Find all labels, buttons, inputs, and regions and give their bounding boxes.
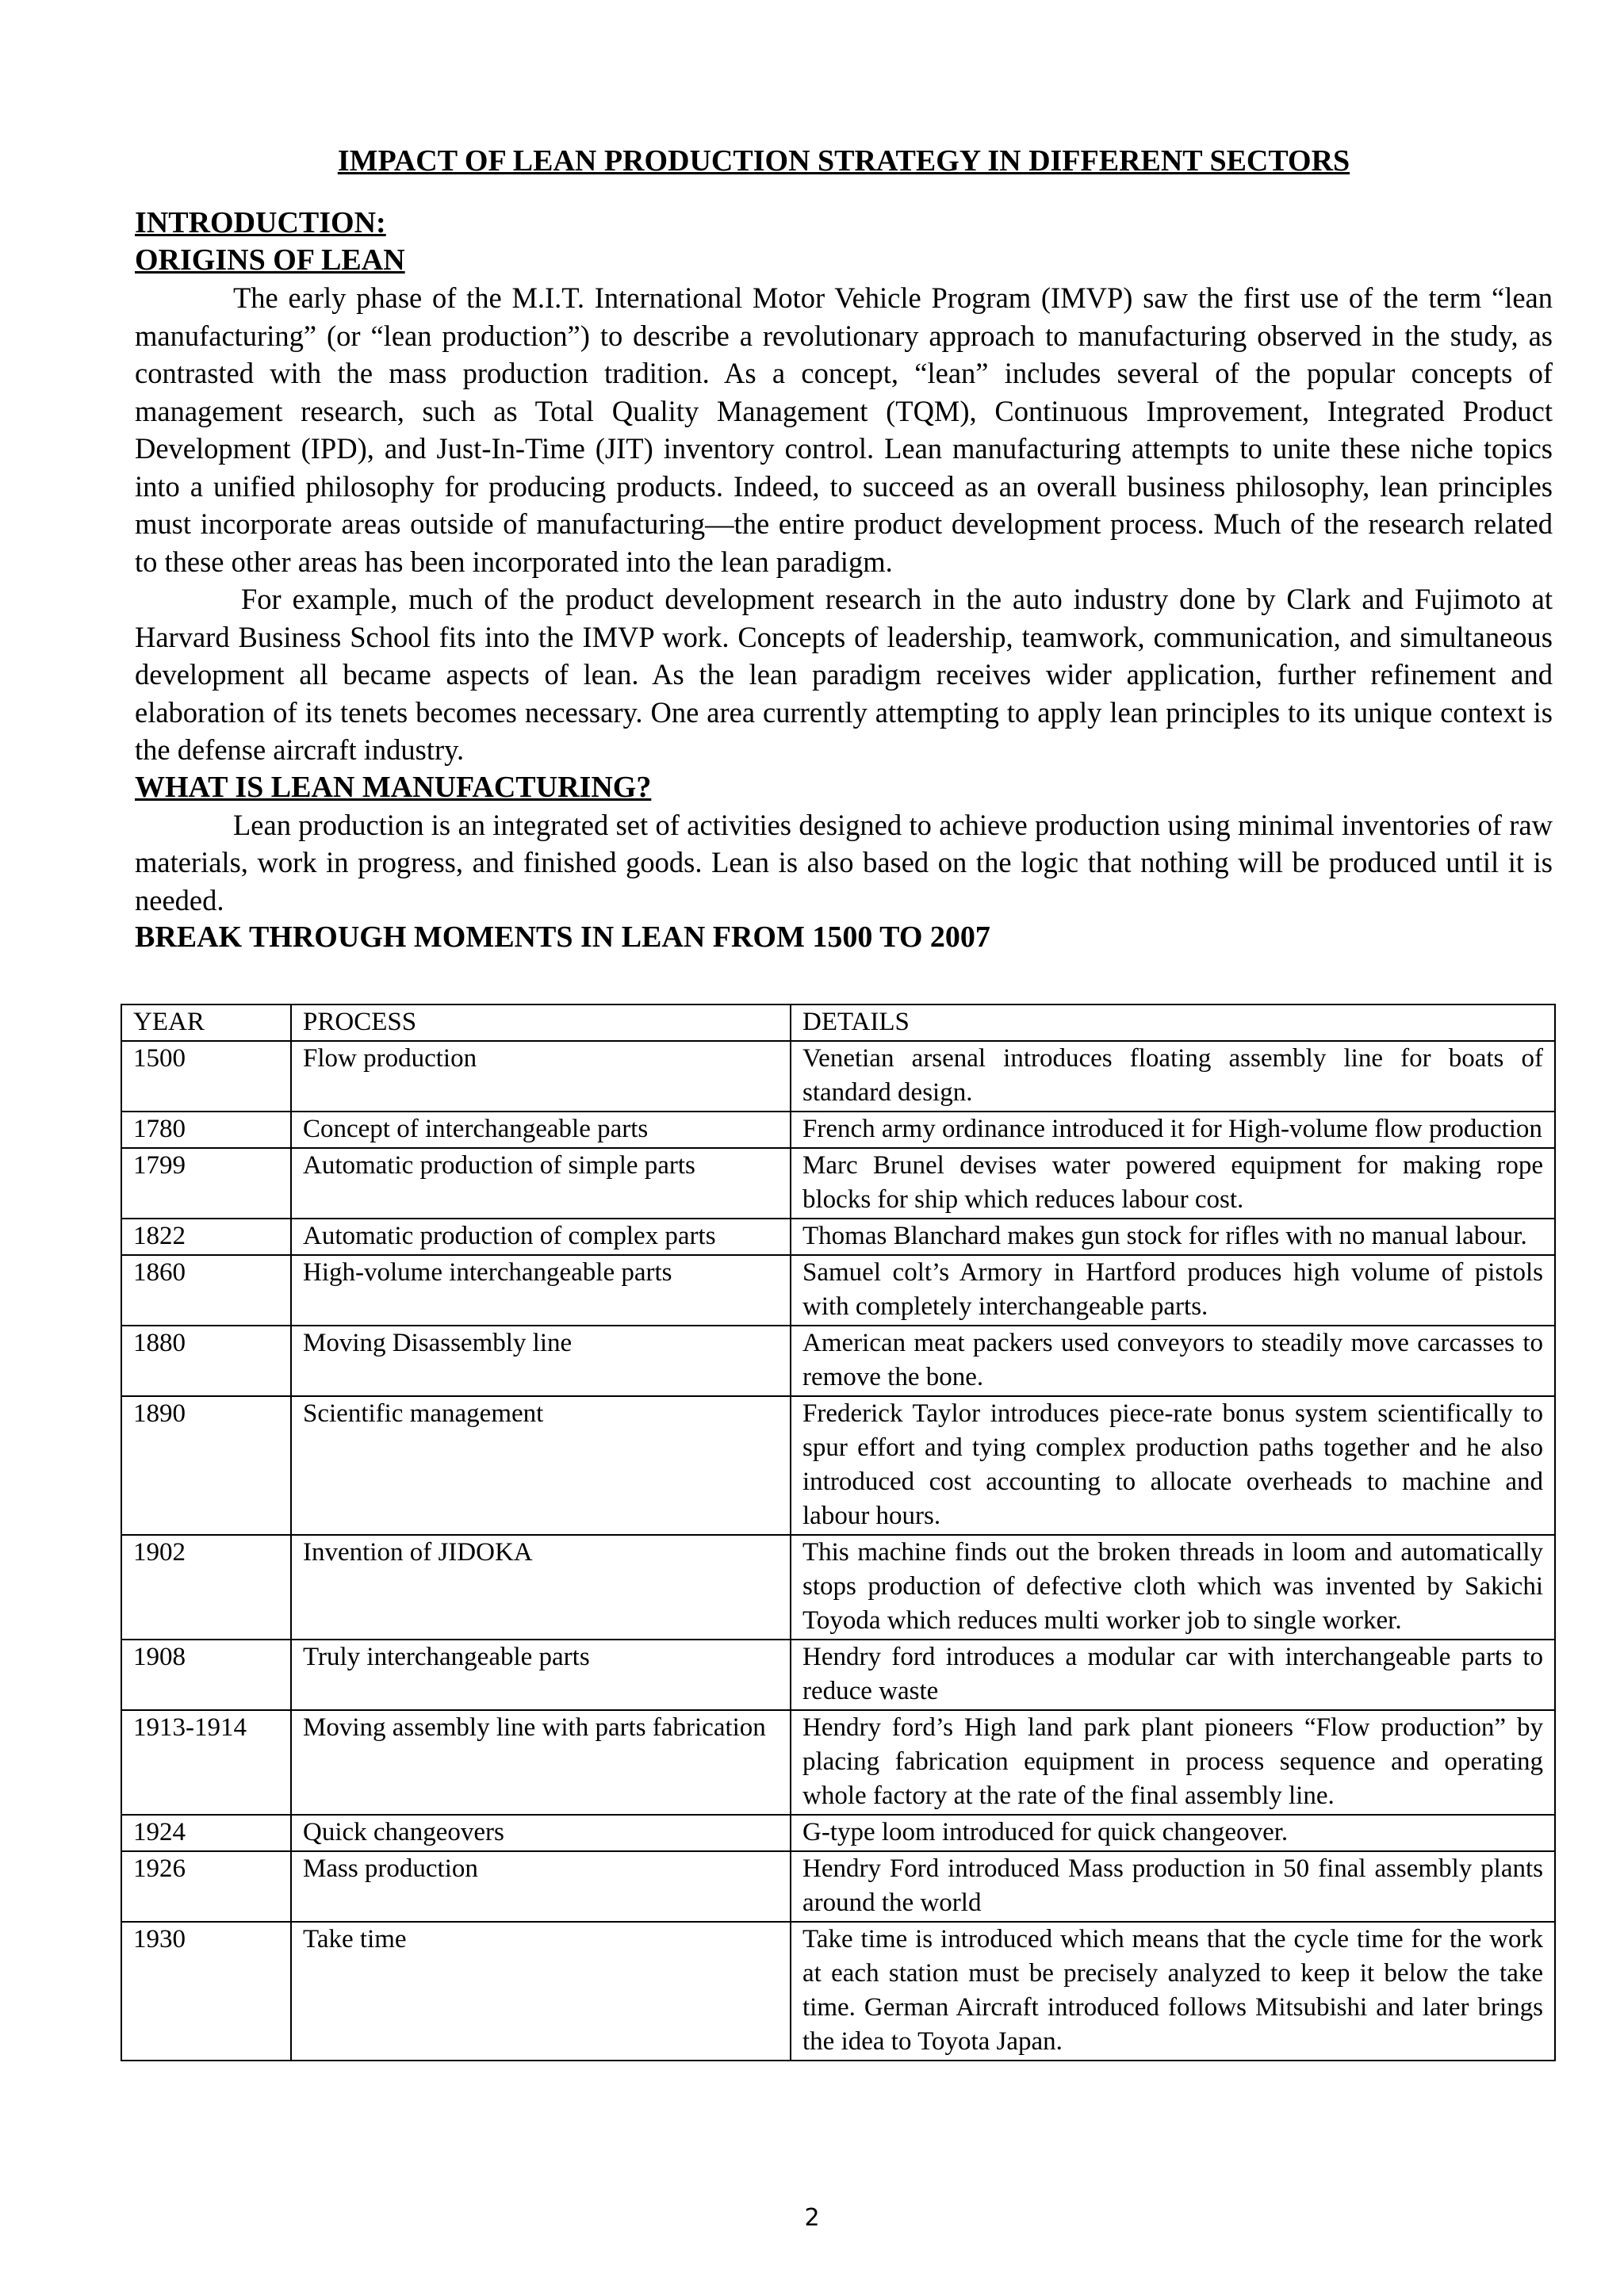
table-row (121, 1851, 1555, 1922)
cell-process: Automatic production of complex parts (291, 1219, 791, 1255)
cell-year: 1822 (121, 1219, 291, 1255)
cell-year: 1799 (121, 1148, 291, 1219)
page-number: 2 (804, 2204, 820, 2232)
cell-year: 1924 (121, 1815, 291, 1851)
table-row (121, 1815, 1555, 1851)
table-row (121, 1112, 1555, 1148)
cell-process: High-volume interchangeable parts (291, 1255, 791, 1326)
header-process: PROCESS (291, 1004, 791, 1041)
cell-process: Moving Disassembly line (291, 1326, 791, 1396)
cell-details: Samuel colt’s Armory in Hartford produces high volume of pistols with completely interchangeable parts. (791, 1255, 1555, 1326)
cell-process: Flow production (291, 1041, 791, 1112)
cell-details: American meat packers used conveyors to steadily move carcasses to remove the bone. (791, 1326, 1555, 1396)
cell-year: 1890 (121, 1396, 291, 1535)
table-heading: BREAK THROUGH MOMENTS IN LEAN FROM 1500 TO 2007 (135, 920, 990, 954)
cell-details: G-type loom introduced for quick changeover. (791, 1815, 1555, 1851)
table-row (121, 1255, 1555, 1326)
cell-process: Take time (291, 1922, 791, 2061)
document-title: IMPACT OF LEAN PRODUCTION STRATEGY IN DIFFERENT SECTORS (337, 144, 1350, 178)
cell-year: 1860 (121, 1255, 291, 1326)
cell-details: Hendry ford’s High land park plant pioneers “Flow production” by placing fabrication equipment in process sequence and operating whole factory at the rate of the final assembly line. (791, 1710, 1555, 1815)
cell-year: 1930 (121, 1922, 291, 2061)
cell-details: Frederick Taylor introduces piece-rate bonus system scientifically to spur effort and tying complex production paths together and he also introduced cost accounting to allocate overheads to machine and labour hours. (791, 1396, 1555, 1535)
table-row (121, 1396, 1555, 1535)
cell-year: 1913-1914 (121, 1710, 291, 1815)
paragraph-origins-1: The early phase of the M.I.T. International Motor Vehicle Program (IMVP) saw the first use of the term “lean manufacturing” (or “lean production”) to describe a revolutionary approach to manufacturing observed in the study, as contrasted with the mass production tradition. As a concept, “lean” includes several of the popular concepts of management research, such as Total Quality Management (TQM), Continuous Improvement, Integrated Product Development (IPD), and Just-In-Time (JIT) inventory control. Lean manufacturing attempts to unite these niche topics into a unified philosophy for producing products. Indeed, to succeed as an overall business philosophy, lean principles must incorporate areas outside of manufacturing—the entire product development process. Much of the research related to these other areas has been incorporated into the lean paradigm. (135, 281, 1553, 578)
cell-details: French army ordinance introduced it for High-volume flow production (791, 1112, 1555, 1148)
heading-origins-of-lean: ORIGINS OF LEAN (135, 243, 405, 277)
table-row (121, 1148, 1555, 1219)
cell-process: Automatic production of simple parts (291, 1148, 791, 1219)
cell-process: Quick changeovers (291, 1815, 791, 1851)
paragraph-what-is-lean: Lean production is an integrated set of activities designed to achieve production using minimal inventories of raw materials, work in progress, and finished goods. Lean is also based on the logic that nothing will be produced until it is needed. (135, 808, 1553, 916)
table-row (121, 1219, 1555, 1255)
cell-year: 1908 (121, 1640, 291, 1710)
table-row (121, 1326, 1555, 1396)
cell-details: Take time is introduced which means that the cycle time for the work at each station must be precisely analyzed to keep it below the take time. German Aircraft introduced follows Mitsubishi and later brings the idea to Toyota Japan. (791, 1922, 1555, 2061)
cell-details: Hendry Ford introduced Mass production in 50 final assembly plants around the world (791, 1851, 1555, 1922)
header-details: DETAILS (791, 1004, 1555, 1041)
cell-year: 1902 (121, 1535, 291, 1640)
table-row (121, 1640, 1555, 1710)
cell-details: Venetian arsenal introduces floating assembly line for boats of standard design. (791, 1041, 1555, 1112)
cell-process: Scientific management (291, 1396, 791, 1535)
header-year: YEAR (121, 1004, 291, 1041)
paragraph-origins-2: For example, much of the product development research in the auto industry done by Clark and Fujimoto at Harvard Business School fits into the IMVP work. Concepts of leadership, teamwork, communication, and simultaneous development all became aspects of lean. As the lean paradigm receives wider application, further refinement and elaboration of its tenets becomes necessary. One area currently attempting to apply lean principles to its unique context is the defense aircraft industry. (135, 583, 1553, 766)
cell-year: 1780 (121, 1112, 291, 1148)
heading-what-is-lean: WHAT IS LEAN MANUFACTURING? (135, 770, 652, 804)
table-row (121, 1041, 1555, 1112)
cell-details: This machine finds out the broken threads in loom and automatically stops production of defective cloth which was invented by Sakichi Toyoda which reduces multi worker job to single worker. (791, 1535, 1555, 1640)
table-row (121, 1922, 1555, 2061)
cell-process: Concept of interchangeable parts (291, 1112, 791, 1148)
cell-process: Truly interchangeable parts (291, 1640, 791, 1710)
breakthrough-table (121, 1004, 1556, 2061)
cell-process: Invention of JIDOKA (291, 1535, 791, 1640)
heading-introduction: INTRODUCTION: (135, 206, 386, 239)
cell-details: Hendry ford introduces a modular car with interchangeable parts to reduce waste (791, 1640, 1555, 1710)
cell-process: Moving assembly line with parts fabrication (291, 1710, 791, 1815)
cell-year: 1880 (121, 1326, 291, 1396)
cell-year: 1500 (121, 1041, 291, 1112)
document-body (135, 143, 1553, 955)
cell-process: Mass production (291, 1851, 791, 1922)
cell-details: Thomas Blanchard makes gun stock for rifles with no manual labour. (791, 1219, 1555, 1255)
table-row (121, 1535, 1555, 1640)
table-header-row (121, 1004, 1555, 1041)
cell-year: 1926 (121, 1851, 291, 1922)
cell-details: Marc Brunel devises water powered equipment for making rope blocks for ship which reduces labour cost. (791, 1148, 1555, 1219)
table-row (121, 1710, 1555, 1815)
